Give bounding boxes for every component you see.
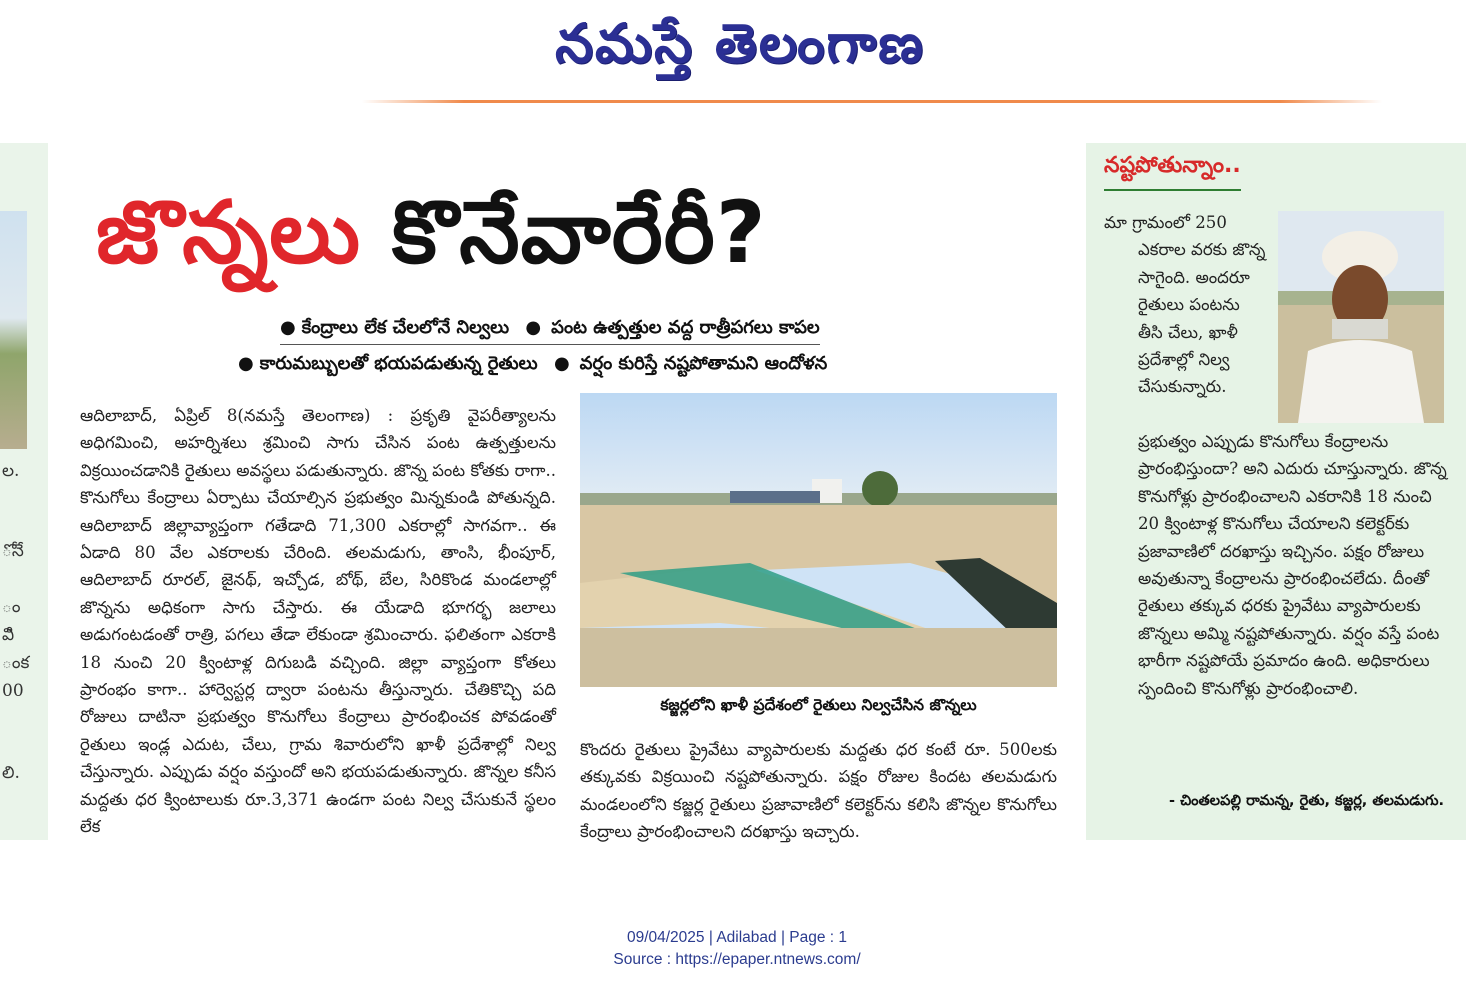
article-body [80, 402, 556, 852]
masthead-rule [362, 100, 1382, 103]
footer-source-link[interactable]: Source : https://epaper.ntnews.com/ [613, 951, 861, 968]
footer-date-page: 09/04/2025 | Adilabad | Page : 1 [626, 929, 848, 946]
grain-field-photo [580, 393, 1057, 687]
sidebar-text-top [1104, 209, 1268, 401]
subhead-line-2 [238, 352, 827, 376]
article-paragraph: ఆదిలాబాద్, ఏప్రిల్ 8(నమస్తే తెలంగాణ) : ప్రకృతి వైపరీత్యాలను అధిగమించి, అహర్నిశలు శ్రమించి సాగు చేసిన పంట ఉత్పత్తులను విక్రయించడానికి రైతులు అవస్థలు పడుతున్నారు. జొన్న పంట కోతకు రాగా.. కొనుగోలు కేంద్రాలు ఏర్పాటు చేయాల్సిన ప్రభుత్వం మిన్నకుండి పోతున్నది. ఆదిలాబాద్ జిల్లావ్యాప్తంగా గతేడాది 71,300 ఎకరాల్లో సాగవగా.. ఈ ఏడాది 80 వేల ఎకరాలకు చేరింది. తలమడుగు, తాంసి, భీంపూర్, ఆదిలాబాద్ రూరల్, జైనథ్, ఇచ్చోడ, బోథ్, బేల, సిరికొండ మండలాల్లో జొన్నను అధికంగా సాగు చేస్తారు. ఈ యేడాది భూగర్భ జలాలు అడుగంటడంతో రాత్రి, పగలు తేడా లేకుండా శ్రమించారు. ఫలితంగా ఎకరాకి 18 నుంచి 20 క్వింటాళ్ల దిగుబడి వచ్చింది. జిల్లా వ్యాప్తంగా కోతలు ప్రారంభం కాగా.. హార్వెస్టర్ల ద్వారా పంటను తీస్తున్నారు. చేతికొచ్చి పది రోజులు దాటినా ప్రభుత్వం కొనుగోలు కేంద్రాలు ప్రారంభించక పోవడంతో రైతులు ఇండ్ల ఎదుట, చేలు, గ్రామ శివారులోని ఖాళీ ప్రదేశాల్లో నిల్వ చేస్తున్నారు. ఎప్పుడు వర్షం వస్తుందో అని భయపడుతున్నారు. జొన్నల కనీస మద్దతు ధర క్వింటాలుకు రూ.3,371 ఉండగా పంట నిల్వ చేసుకునే స్థలం లేక [80, 406, 556, 837]
subhead-item: వర్షం కురిస్తే నష్టపోతామని ఆందోళన [579, 353, 828, 374]
previous-article-text: ల. [2, 461, 20, 481]
farmer-portrait-image [1278, 211, 1444, 423]
bullet-icon: ● [553, 353, 570, 374]
masthead-logo: నమస్తే తెలంగాణ [555, 11, 925, 75]
previous-article-text: 00 [2, 681, 24, 701]
headline [96, 168, 1056, 298]
previous-article-strip [0, 143, 48, 840]
sidebar-text-bottom: ప్రభుత్వం ఎప్పుడు కొనుగోలు కేంద్రాలను ప్రారంభిస్తుందా? అని ఎదురు చూస్తున్నారు. జొన్న కొనుగోళ్లు ప్రారంభించాలని ఎకరానికి 18 నుంచి 20 క్వింటాళ్ల కొనుగోలు చేయాలని కలెక్టర్‌కు ప్రజావాణిలో దరఖాస్తు ఇచ్చినం. పక్షం రోజులు అవుతున్నా కేంద్రాలను ప్రారంభించలేదు. దీంతో రైతులు తక్కువ ధరకు ప్రైవేటు వ్యాపారులకు జొన్నలు అమ్మి నష్టపోతున్నారు. వర్షం వస్తే పంట భారీగా నష్టపోయే ప్రమాదం ఉంది. అధికారులు స్పందించి కొనుగోళ్లు ప్రారంభించాలి. [1138, 432, 1447, 698]
article-continuation: కొందరు రైతులు ప్రైవేటు వ్యాపారులకు మద్దతు ధర కంటే రూ. 500లకు తక్కువకు విక్రయించి నష్టపోతున్నారు. పక్షం రోజుల కిందట తలమడుగు మండలంలోని కజ్జర్ల రైతులు ప్రజావాణిలో కలెక్టర్‌ను కలిసి జొన్నల కొనుగోలు కేంద్రాలు ప్రారంభించాలని దరఖాస్తు ఇచ్చారు. [580, 740, 1057, 842]
sidebar-text-first-line: మా గ్రామంలో 250 [1104, 213, 1227, 232]
bullet-icon: ● [238, 353, 254, 374]
subhead-item: పంట ఉత్పత్తుల వద్ద రాత్రీపగలు కాపల [551, 317, 820, 338]
bullet-icon: ● [525, 317, 542, 338]
previous-article-text: ం [2, 597, 21, 617]
subhead-item: కారుమబ్బులతో భయపడుతున్న రైతులు [259, 353, 538, 374]
previous-article-text: లి. [2, 763, 20, 783]
bullet-icon: ● [280, 317, 296, 338]
article-photo [580, 393, 1057, 687]
previous-article-text: విి [2, 625, 15, 645]
previous-article-text: ంక [2, 653, 30, 673]
farmer-portrait [1278, 211, 1444, 423]
previous-article-text: ోనే [2, 541, 24, 561]
previous-article-photo [0, 211, 27, 449]
farmer-quote-sidebar [1086, 143, 1466, 840]
photo-caption: కజ్జర్లలోని ఖాళీ ప్రదేశంలో రైతులు నిల్వచేసిన జొన్నలు [660, 696, 977, 714]
headline-black: కొనేవారేరీ? [391, 183, 767, 283]
headline-red: జొన్నలు [96, 183, 392, 283]
sidebar-title: నష్టపోతున్నాం.. [1104, 153, 1241, 191]
subhead-item: కేంద్రాలు లేక చేలలోనే నిల్వలు [301, 317, 510, 338]
subhead-line-1 [280, 316, 820, 345]
sidebar-signature: - చింతలపల్లి రామన్న, రైతు, కజ్జర్ల, తలమడుగు. [1169, 793, 1444, 809]
sidebar-text-rest: ఎకరాల వరకు జొన్న సాగైంది. అందరూ రైతులు పంటను తీసి చేలు, ఖాళీ ప్రదేశాల్లో నిల్వ చేసుకున్నారు. [1138, 240, 1266, 397]
